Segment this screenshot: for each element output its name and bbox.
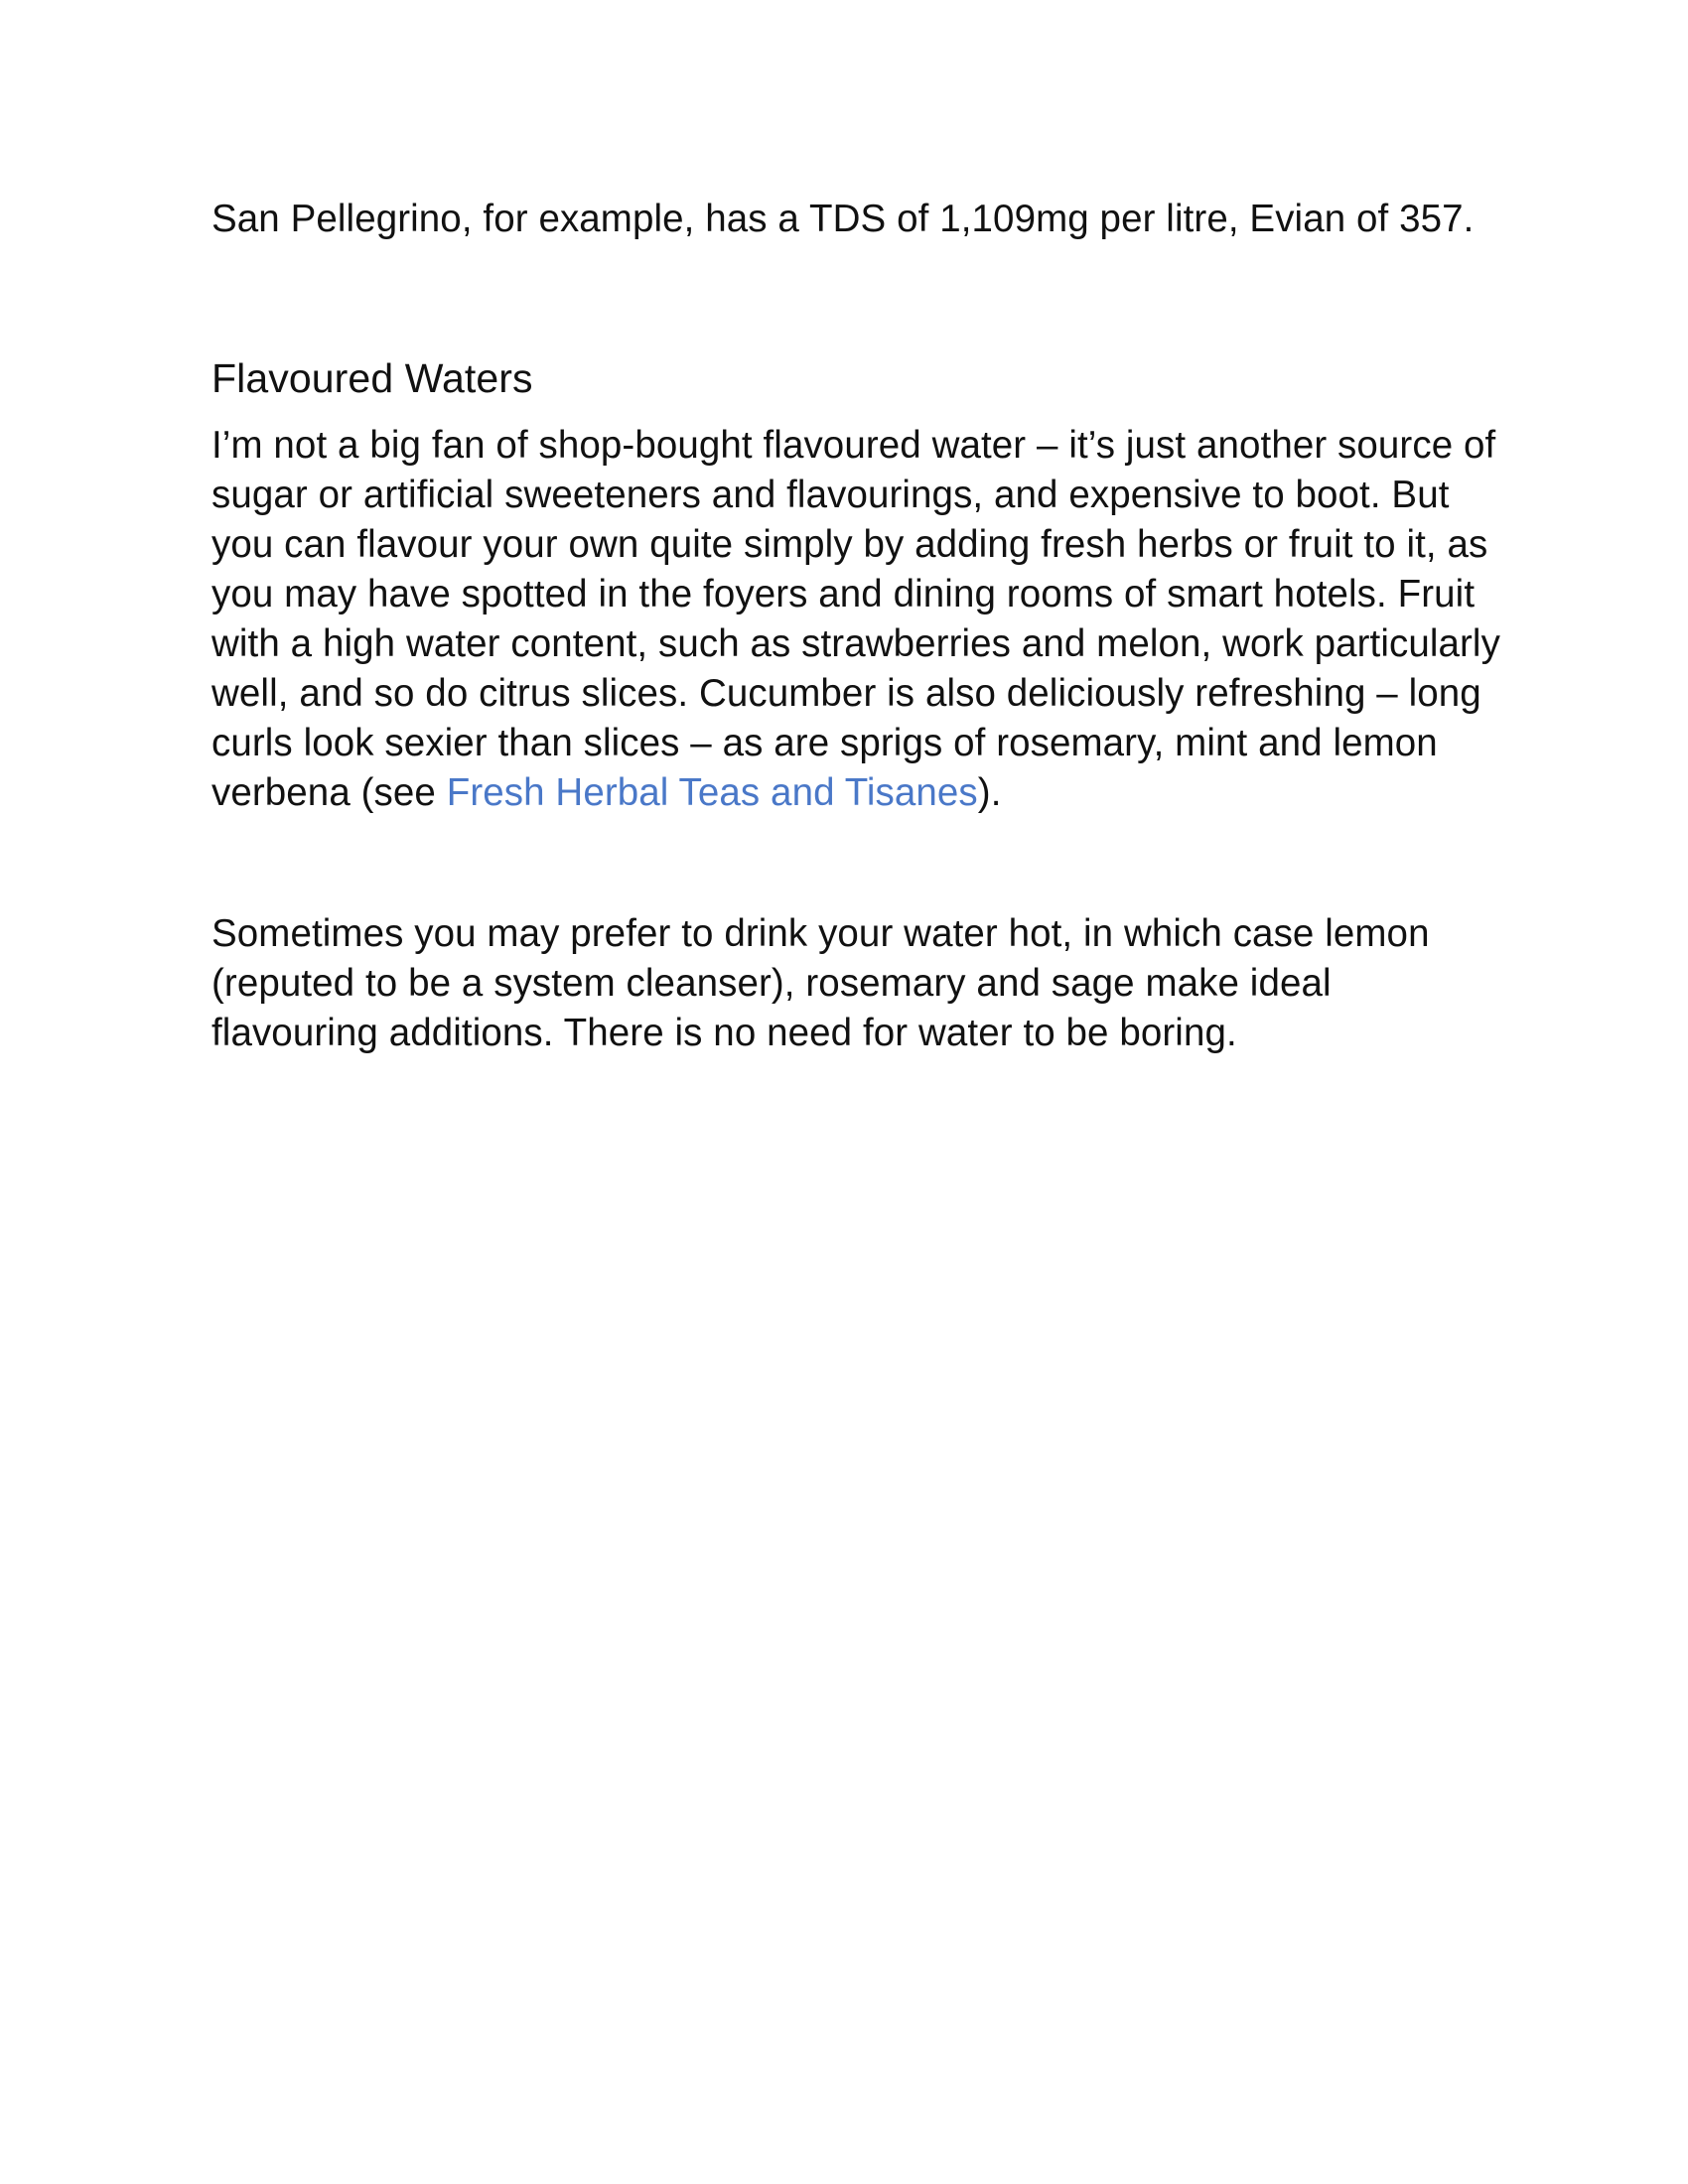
section-heading-flavoured-waters: Flavoured Waters <box>211 355 533 401</box>
paragraph-flavoured-water-end: ). <box>977 771 1002 814</box>
fresh-herbal-teas-link[interactable]: Fresh Herbal Teas and Tisanes <box>446 771 978 814</box>
paragraph-tds: San Pellegrino, for example, has a TDS of 1,109mg per litre, Evian of 357. <box>211 198 1475 240</box>
paragraph-hot-water: Sometimes you may prefer to drink your water hot, in which case lemon (reputed to be a system cleanser), rosemary and sage make ideal flavouring additions. There is no need for water to be boring. <box>211 912 1430 1054</box>
paragraph-flavoured-water <box>211 421 1502 818</box>
document-body <box>211 195 1502 1054</box>
paragraph-flavoured-water-text: I’m not a big fan of shop-bought flavoured water – it’s just another source of sugar or artificial sweeteners and flavourings, and expensive to boot. But you can flavour your own quite simply by adding fresh herbs or fruit to it, as you may have spotted in the foyers and dining rooms of smart hotels. Fruit with a high water content, such as strawberries and melon, work particularly well, and so do citrus slices. Cucumber is also deliciously refreshing – long curls look sexier than slices – as are sprigs of rosemary, mint and lemon verbena (see <box>211 424 1500 814</box>
